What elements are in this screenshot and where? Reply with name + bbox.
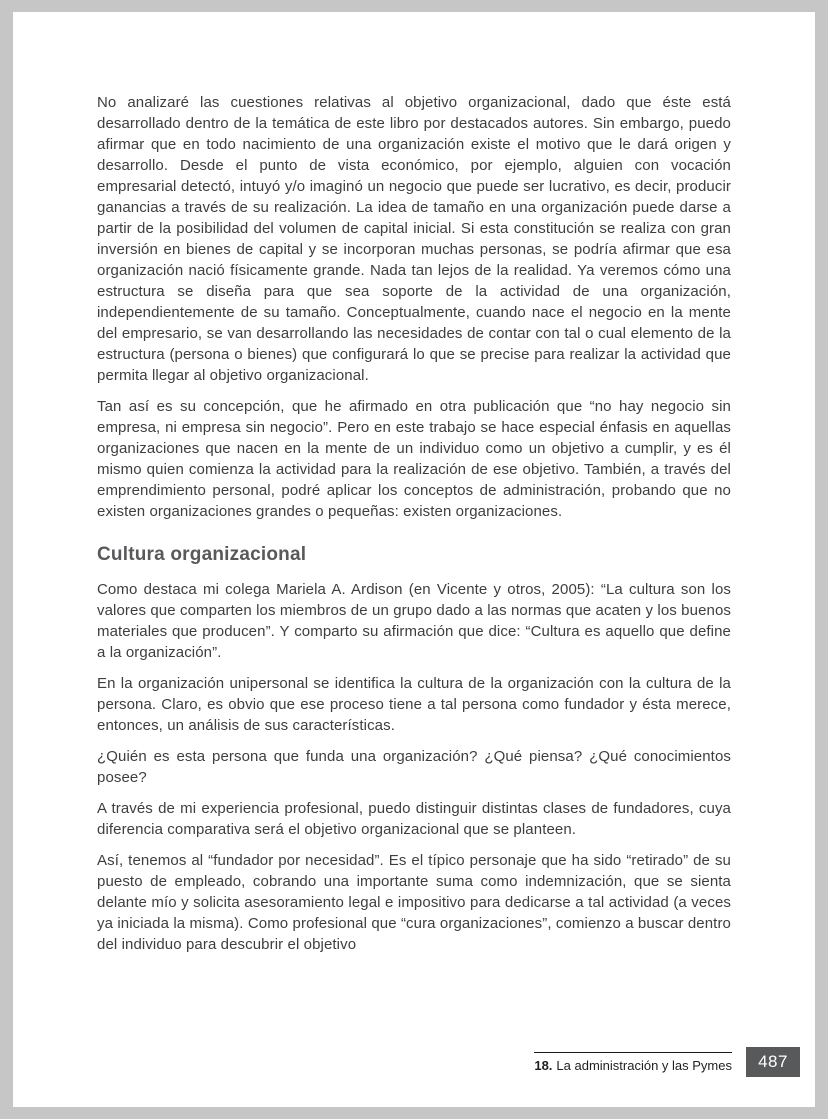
paragraph-intro-2: Tan así es su concepción, que he afirmado en otra publicación que “no hay negocio sin empresa, ni empresa sin negocio”. Pero en este trabajo se hace especial énfasis en aquellas organizaciones que nacen en la mente de un individuo como un objetivo a cumplir, y es él mismo quien comienza la actividad para la realización de ese objetivo. También, a través del emprendimiento personal, podré aplicar los conceptos de administración, probando que no existen organizaciones grandes o pequeñas: existen organizaciones.: [97, 398, 731, 520]
section-heading: Cultura organizacional: [97, 544, 307, 565]
paragraph-culture-5: Así, tenemos al “fundador por necesidad”. Es el típico personaje que ha sido “retirado” de su puesto de empleado, cobrando una importante suma como indemnización, que se sienta delante mío y solicita asesoramiento legal e impositivo para dedicarse a tal actividad (a veces ya iniciada la misma). Como profesional que “cura organizaciones”, comienzo a buscar dentro del individuo para descubrir el objetivo: [97, 852, 731, 953]
chapter-number: 18.: [534, 1057, 553, 1073]
page-number: 487: [758, 1052, 788, 1071]
page-number-badge: [746, 1047, 800, 1077]
paragraph-culture-1: Como destaca mi colega Mariela A. Ardison (en Vicente y otros, 2005): “La cultura son los valores que comparten los miembros de un grupo dado a las normas que acaten y los buenos materiales que producen”. Y comparto su afirmación que dice: “Cultura es aquello que define a la organización”.: [97, 581, 731, 661]
paragraph-culture-3: ¿Quién es esta persona que funda una organización? ¿Qué piensa? ¿Qué conocimientos posee?: [97, 748, 731, 786]
paragraph-culture-4: A través de mi experiencia profesional, puedo distinguir distintas clases de fundadores, cuya diferencia comparativa será el objetivo organizacional que se planteen.: [97, 800, 731, 838]
body-text: [97, 92, 731, 965]
footer-rule: [534, 1052, 732, 1073]
book-page: [13, 12, 815, 1107]
chapter-caption: [534, 1058, 732, 1073]
paragraph-culture-2: En la organización unipersonal se identifica la cultura de la organización con la cultura de la persona. Claro, es obvio que ese proceso tiene a tal persona como fundador y ésta merece, entonces, un análisis de sus características.: [97, 675, 731, 734]
paragraph-intro-1: No analizaré las cuestiones relativas al objetivo organizacional, dado que éste está desarrollado dentro de la temática de este libro por destacados autores. Sin embargo, puedo afirmar que en todo nacimiento de una organización existe el motivo que le dará origen y desarrollo. Desde el punto de vista económico, por ejemplo, alguien con vocación empresarial detectó, intuyó y/o imaginó un negocio que puede ser lucrativo, es decir, producir ganancias a través de su realización. La idea de tamaño en una organización puede darse a partir de la posibilidad del volumen de capital inicial. Si esta constitución se realiza con gran inversión en bienes de capital y se incorporan muchas personas, se podría afirmar que esa organización nació físicamente grande. Nada tan lejos de la realidad. Ya veremos cómo una estructura se diseña para que sea soporte de la actividad de una organización, independientemente de su tamaño. Conceptualmente, cuando nace el negocio en la mente del empresario, se van desarrollando las necesidades de contar con tal o cual elemento de la estructura (persona o bienes) que configurará lo que se precise para realizar la actividad que permita llegar al objetivo organizacional.: [97, 94, 731, 384]
chapter-title: La administración y las Pymes: [556, 1057, 732, 1073]
page-footer: [13, 1047, 800, 1077]
